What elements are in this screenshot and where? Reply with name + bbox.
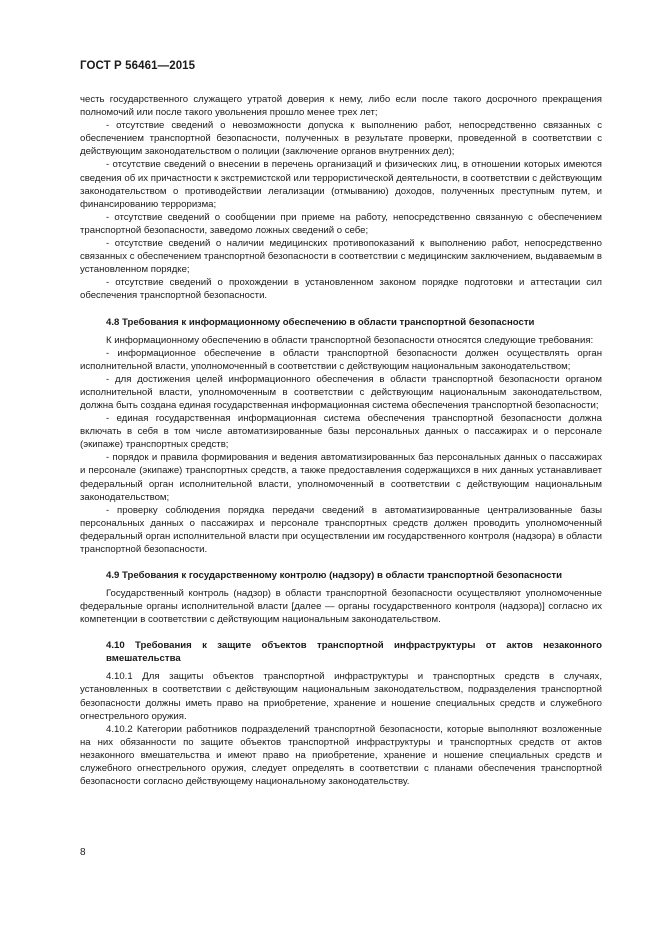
list-item: - порядок и правила формирования и ведения автоматизированных баз персональных данных о пассажирах и персонале (экипаже) транспортных средств, а также предоставления содержащихся в них данных устанавливает федеральный орган исполнительной власти, уполномоченный в соответствии с действующим национальным законодательством; — [80, 452, 602, 503]
section-heading-4-9: 4.9 Требования к государственному контролю (надзору) в области транспортной безопасности — [106, 570, 562, 582]
document-body — [80, 93, 602, 788]
document-header: ГОСТ Р 56461—2015 — [80, 60, 196, 72]
list-item: - информационное обеспечение в области транспортной безопасности должен осуществлять орган исполнительной власти, уполномоченный в соответствии с действующим национальным законодательством; — [80, 347, 602, 372]
list-item: - отсутствие сведений о наличии медицинских противопоказаний к выполнению работ, непосредственно связанных с обеспечением транспортной безопасности в соответствии с медицинским заключением, выдаваемым в установленном порядке; — [80, 238, 602, 276]
list-item: - единая государственная информационная система обеспечения транспортной безопасности должна включать в себя в том числе автоматизированные базы персональных данных о пассажирах и о персонале (экипаже) транспортных средств; — [80, 413, 602, 451]
list-item: - отсутствие сведений о сообщении при приеме на работу, непосредственно связанную с обеспечением транспортной безопасности, заведомо ложных сведений о себе; — [80, 211, 602, 236]
list-item: - отсутствие сведений о внесении в перечень организаций и физических лиц, в отношении которых имеются сведения об их причастности к экстремистской или террористической деятельности, в соответствии с действующим законодательством о противодействии легализации (отмыванию) доходов, полученных преступным путем, и финансированию терроризма; — [80, 159, 602, 210]
list-item: - отсутствие сведений о прохождении в установленном законом порядке подготовки и аттестации сил обеспечения транспортной безопасности. — [80, 277, 602, 302]
section-heading-4-10: 4.10 Требования к защите объектов транспортной инфраструктуры от актов незаконного вмешательства — [106, 640, 602, 665]
page-number: 8 — [80, 847, 86, 858]
list-item: - отсутствие сведений о невозможности допуска к выполнению работ, непосредственно связанных с обеспечением транспортной безопасности, полученных в результате проверки, проведенной в соответствии с действующим законодательством о полиции (заключение органов внутренних дел); — [80, 120, 602, 158]
section-heading-4-8: 4.8 Требования к информационному обеспечению в области транспортной безопасности — [106, 316, 535, 328]
list-item: - проверку соблюдения порядка передачи сведений в автоматизированные централизованные базы персональных данных о пассажирах и персонале транспортных средств должен проводить уполномоченный федеральный орган исполнительной власти при осуществлении им государственного контроля (надзора) в области транспортной безопасности. — [80, 504, 602, 555]
paragraph: К информационному обеспечению в области транспортной безопасности относятся следующие требования: — [106, 334, 594, 346]
paragraph: 4.10.1 Для защиты объектов транспортной инфраструктуры и транспортных средств в случаях, установленных в соответствии с действующим национальным законодательством, подразделения транспортной безопасности должны иметь право на приобретение, хранение и ношение специальных средств и служебного огнестрельного оружия. — [80, 671, 602, 722]
paragraph: Государственный контроль (надзор) в области транспортной безопасности осуществляют уполномоченные федеральные органы исполнительной власти [далее — органы государственного контроля (надзора)] согласно их компетенции в соответствии с действующим национальным законодательством. — [80, 588, 602, 626]
paragraph: 4.10.2 Категории работников подразделений транспортной безопасности, которые выполняют возложенные на них обязанности по защите объектов транспортной инфраструктуры и транспортных средств от актов незаконного вмешательства и имеют право на приобретение, хранение и ношение специальных средств и служебного огнестрельного оружия, следует определять в соответствии с планами обеспечения транспортной безопасности согласно действующему национальному законодательству. — [80, 723, 602, 788]
paragraph: честь государственного служащего утратой доверия к нему, либо если после такого досрочного прекращения полномочий или после такого увольнения прошло менее трех лет; — [80, 94, 602, 119]
list-item: - для достижения целей информационного обеспечения в области транспортной безопасности органом исполнительной власти, уполномоченным в соответствии с действующим национальным законодательством, должна быть создана единая государственная информационная система обеспечения транспортной безопасности; — [80, 373, 602, 411]
